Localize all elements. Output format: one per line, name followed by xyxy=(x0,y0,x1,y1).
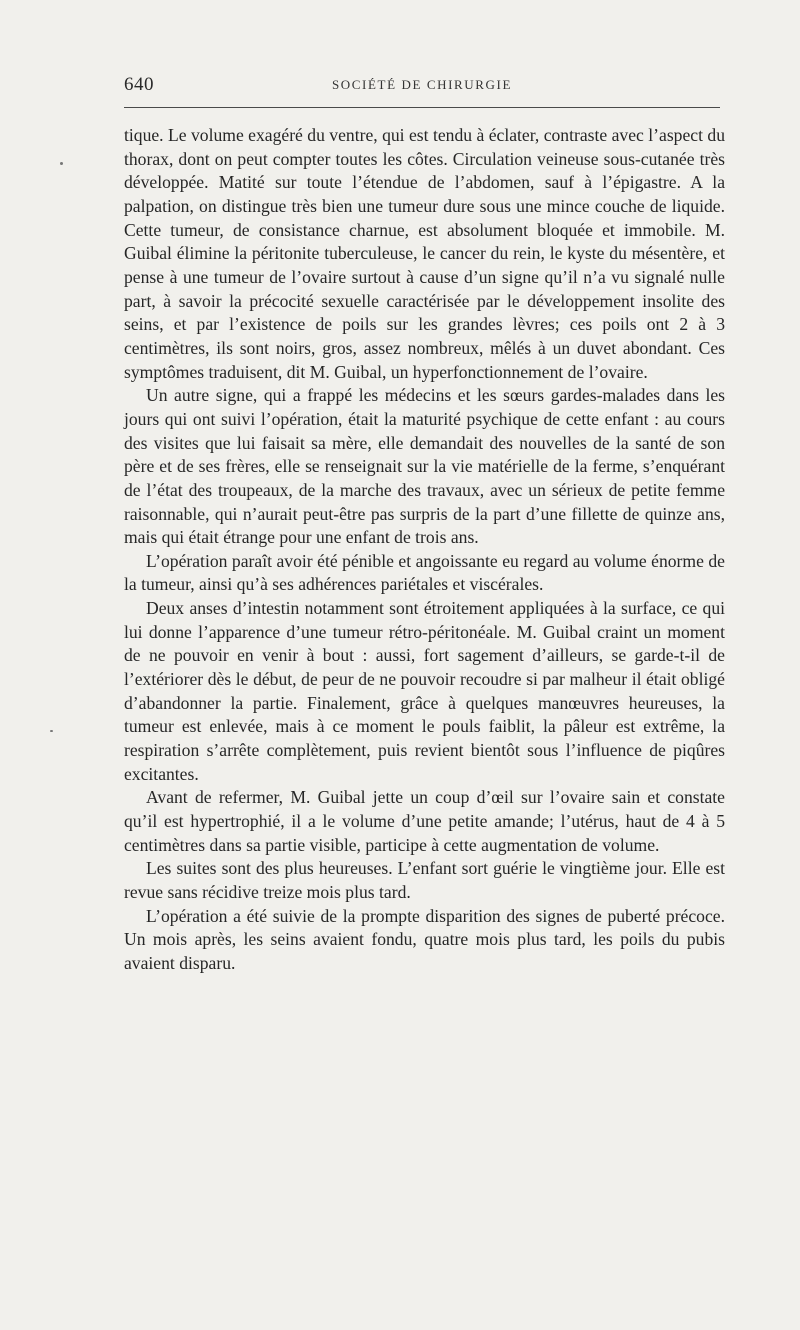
paragraph-1: tique. Le volume exagéré du ventre, qui est tendu à éclater, contraste avec l’aspect du thorax, dont on peut compter toutes les côtes. Circulation veineuse sous-cutanée très développée. Matité sur toute l’étendue de l’abdomen, sauf à l’épigastre. A la palpation, on distingue très bien une tumeur dure sous une mince couche de liquide. Cette tumeur, de consistance charnue, est absolument bloquée et immobile. M. Guibal élimine la péritonite tuberculeuse, le cancer du rein, le kyste du mésentère, et pense à une tumeur de l’ovaire surtout à cause d’un signe qu’il n’a vu signalé nulle part, à savoir la précocité sexuelle caractérisée par le développement insolite des seins, et par l’existence de poils sur les grandes lèvres; ces poils ont 2 à 3 centimètres, ils sont noirs, gros, assez nombreux, mêlés à un duvet abondant. Ces symptômes traduisent, dit M. Guibal, un hyperfonctionnement de l’ovaire. xyxy=(124,125,725,382)
page-number: 640 xyxy=(124,74,154,95)
running-head xyxy=(124,74,720,96)
paragraph-5: Avant de refermer, M. Guibal jette un coup d’œil sur l’ovaire sain et constate qu’il est hypertrophié, il a le volume d’une petite amande; l’utérus, haut de 4 à 5 centimètres dans sa partie visible, participe à cette augmentation de volume. xyxy=(124,787,725,855)
running-title: SOCIÉTÉ DE CHIRURGIE xyxy=(331,77,513,92)
paragraph-7: L’opération a été suivie de la prompte disparition des signes de puberté précoce. Un mois après, les seins avaient fondu, quatre mois plus tard, les poils du pubis avaient disparu. xyxy=(124,905,725,973)
paragraph-3: L’opération paraît avoir été pénible et angoissante eu regard au volume énorme de la tumeur, ainsi qu’à ses adhérences pariétales et viscérales. xyxy=(124,550,725,595)
paper-speck xyxy=(50,730,53,732)
paragraph-6: Les suites sont des plus heureuses. L’enfant sort guérie le vingtième jour. Elle est revue sans récidive treize mois plus tard. xyxy=(124,858,725,902)
paper-speck xyxy=(60,162,63,165)
header-rule xyxy=(124,107,720,108)
paragraph-2: Un autre signe, qui a frappé les médecins et les sœurs gardes-malades dans les jours qui ont suivi l’opération, était la maturité psychique de cette enfant : au cours des visites que lui faisait sa mère, elle demandait des nouvelles de la santé de son père et de ses frères, elle se renseignait sur la vie matérielle de la ferme, s’enquérant de l’état des troupeaux, de la marche des travaux, avec un sérieux de petite femme raisonnable, qui n’aurait peut-être pas surpris de la part d’une fillette de quinze ans, mais qui était étrange pour une enfant de trois ans. xyxy=(124,385,725,548)
body-text xyxy=(124,124,725,976)
paragraph-4: Deux anses d’intestin notamment sont étroitement appliquées à la surface, ce qui lui donne l’apparence d’une tumeur rétro-péritonéale. M. Guibal craint un moment de ne pouvoir en venir à bout : aussi, fort sagement d’ailleurs, se garde-t-il de l’extériorer dès le début, de peur de ne pouvoir recoudre si par malheur il était obligé d’abandonner la partie. Finalement, grâce à quelques manœuvres heureuses, la tumeur est enlevée, mais à ce moment le pouls faiblit, la pâleur est extrême, la respiration s’arrête complètement, puis revient bientôt sous l’influence de piqûres excitantes. xyxy=(124,598,725,784)
